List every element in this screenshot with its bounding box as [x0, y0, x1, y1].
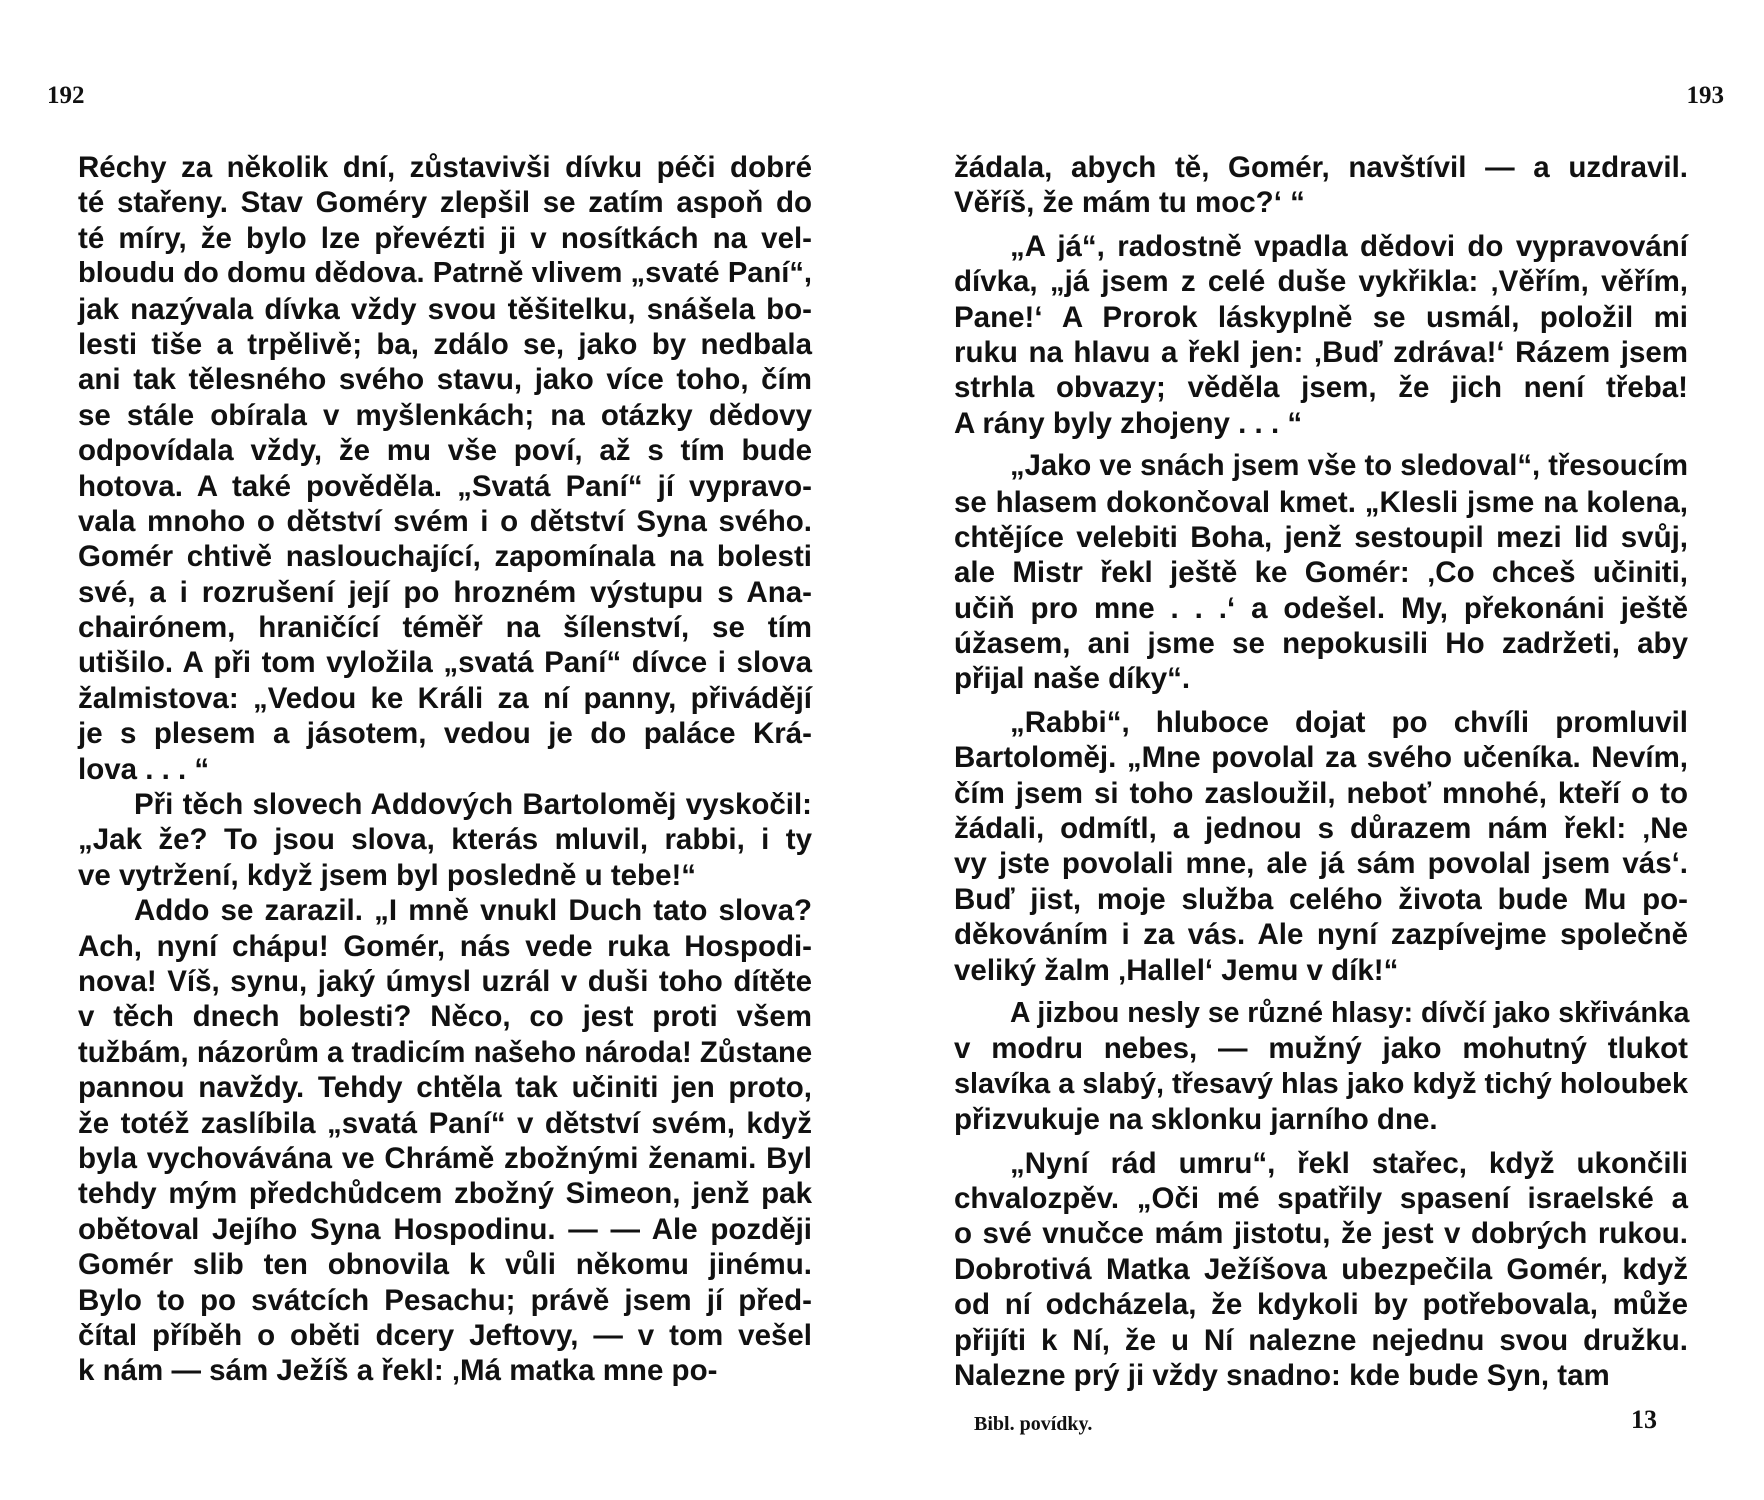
text-line: v modru nebes, — mužný jako mohutný tlukot — [954, 1032, 1688, 1066]
text-line: Gomér chtivě naslouchající, zapomínala na bolesti — [78, 540, 812, 574]
text-line: žádala, abych tě, Gomér, navštívil — a uzdravil. — [954, 151, 1688, 184]
text-line: přijíti k Ní, že u Ní nalezne nejednu svou družku. — [954, 1323, 1688, 1357]
text-line: bloudu do domu dědova. Patrně vlivem „svaté Paní“, — [78, 257, 812, 290]
text-line: Bartoloměj. „Mne povolal za svého učeníka. Nevím, — [954, 741, 1688, 775]
text-line: nova! Víš, synu, jaký úmysl uzrál v duši toho dítěte — [78, 964, 812, 998]
right-page — [882, 0, 1764, 1500]
text-line: obětoval Jejího Syna Hospodinu. — — Ale později — [78, 1212, 812, 1246]
text-line: jak nazývala dívka vždy svou těšitelku, snášela bo- — [78, 292, 812, 326]
text-line: vy jste povolali mne, ale já sám povolal jsem vás‘. — [954, 847, 1688, 881]
text-line: že totéž zaslíbila „svatá Paní“ v dětství svém, když — [78, 1106, 812, 1140]
text-line: tužbám, názorům a tradicím našeho národa! Zůstane — [78, 1035, 813, 1069]
text-line: Dobrotivá Matka Ježíšova ubezpečila Gomér, když — [954, 1252, 1688, 1286]
text-line: „Jako ve snách jsem vše to sledoval“, třesoucím — [1010, 450, 1688, 483]
text-line: Buď jist, moje služba celého života bude Mu po- — [954, 882, 1688, 916]
text-line: té stařeny. Stav Goméry zlepšil se zatím aspoň do — [78, 186, 812, 220]
footer-signature: Bibl. povídky. — [974, 1413, 1093, 1435]
text-line: slavíka a slabý, třesavý hlas jako když tichý holoubek — [954, 1067, 1688, 1100]
text-line: strhla obvazy; věděla jsem, že jich není třeba! — [954, 371, 1688, 405]
text-line: Nalezne prý ji vždy snadno: kde bude Syn, tam — [954, 1358, 1610, 1392]
text-line: ani tak tělesného svého stavu, jako více toho, čím — [78, 363, 812, 397]
text-line: k nám — sám Ježíš a řekl: ‚Má matka mne po- — [78, 1354, 718, 1388]
text-line: ruku na hlavu a řekl jen: ‚Buď zdráva!‘ Rázem jsem — [954, 335, 1688, 369]
text-line: chtějíce velebiti Boha, jenž sestoupil mezi lid svůj, — [954, 520, 1688, 554]
body-text — [78, 150, 812, 1389]
paragraph — [78, 150, 812, 787]
text-line: „Rabbi“, hluboce dojat po chvíli promluvil — [1010, 705, 1688, 739]
text-line: ale Mistr řekl ještě ke Gomér: ‚Co chceš učiniti, — [954, 556, 1688, 590]
text-line: v těch dnech bolesti? Něco, co jest proti všem — [78, 1000, 812, 1034]
text-line: „Jak že? To jsou slova, kterás mluvil, rabbi, i ty — [78, 823, 812, 857]
text-line: se stále obírala v myšlenkách; na otázky dědovy — [78, 398, 812, 432]
text-line: čím jsem si toho zasloužil, neboť mnohé, kteří o to — [954, 776, 1688, 810]
text-line: lova . . . “ — [78, 752, 210, 786]
text-line: utišilo. A při tom vyložila „svatá Paní“ dívce i slova — [78, 646, 812, 680]
paragraph — [954, 1146, 1688, 1394]
text-line: vala mnoho o dětství svém i o dětství Syna svého. — [78, 504, 812, 538]
footer-sheet-number: 13 — [1631, 1405, 1657, 1434]
text-line: ve vytržení, když jsem byl posledně u tebe!“ — [78, 858, 697, 892]
text-line: A jizbou nesly se různé hlasy: dívčí jako skřivánka — [1010, 996, 1690, 1029]
paragraph — [954, 229, 1688, 441]
text-line: o své vnučce mám jistotu, že jest v dobrých rukou. — [954, 1217, 1688, 1251]
text-line: Addo se zarazil. „I mně vnukl Duch tato slova? — [134, 894, 812, 928]
text-line: Pane!‘ A Prorok láskyplně se usmál, položil mi — [954, 300, 1688, 334]
text-line: žalmistova: „Vedou ke Králi za ní panny, přivádějí — [78, 681, 812, 715]
text-line: „Nyní rád umru“, řekl stařec, když ukončili — [1010, 1146, 1688, 1180]
paragraph — [954, 449, 1688, 697]
text-line: té míry, že bylo lze převézti ji v nosítkách na vel- — [78, 221, 812, 255]
text-line: Gomér slib ten obnovila k vůli někomu jinému. — [78, 1248, 812, 1282]
text-line: žádali, odmítl, a jednou s důrazem nám řekl: ‚Ne — [954, 812, 1688, 846]
text-line: přijal naše díky“. — [954, 662, 1191, 696]
text-line: hotova. A také pověděla. „Svatá Paní“ jí vypravo- — [78, 469, 812, 503]
text-line: Bylo to po svátcích Pesachu; právě jsem jí před- — [78, 1283, 812, 1317]
text-line: chvalozpěv. „Oči mé spatřily spasení israelské a — [954, 1181, 1688, 1215]
text-line: Réchy za několik dní, zůstavivši dívku péči dobré — [78, 151, 812, 184]
text-line: chairónem, hraničící téměř na šílenství, se tím — [78, 611, 812, 645]
text-line: Při těch slovech Addových Bartoloměj vyskočil: — [134, 788, 812, 822]
paragraph — [78, 787, 812, 893]
text-line: pannou navždy. Tehdy chtěla tak učiniti jen proto, — [78, 1071, 812, 1105]
text-line: A rány byly zhojeny . . . “ — [954, 406, 1303, 440]
paragraph — [954, 150, 1688, 221]
text-line: lesti tiše a trpělivě; ba, zdálo se, jako by nedbala — [78, 327, 812, 361]
paragraph — [954, 705, 1688, 988]
text-line: Věříš, že mám tu moc?‘ “ — [954, 186, 1305, 220]
text-line: dívka, „já jsem z celé duše vykřikla: ‚Věřím, věřím, — [954, 265, 1688, 299]
text-line: Ach, nyní chápu! Gomér, nás vede ruka Hospodi- — [78, 929, 812, 963]
text-line: veliký žalm ‚Hallel‘ Jemu v dík!“ — [954, 953, 1399, 987]
paragraph — [954, 996, 1688, 1138]
text-line: se hlasem dokončoval kmet. „Klesli jsme na kolena, — [954, 485, 1688, 519]
text-line: čítal příběh o oběti dcery Jeftovy, — v tom vešel — [78, 1318, 812, 1352]
page-number: 192 — [47, 82, 85, 109]
page-number: 193 — [1686, 82, 1724, 109]
text-line: „A já“, radostně vpadla dědovi do vypravování — [1010, 229, 1688, 263]
text-line: děkováním i za vás. Ale nyní zazpívejme společně — [954, 918, 1688, 952]
text-line: byla vychovávána ve Chrámě zbožnými ženami. Byl — [78, 1141, 812, 1175]
text-line: je s plesem a jásotem, vedou je do paláce Krá- — [78, 717, 812, 751]
text-line: tehdy mým předchůdcem zbožný Simeon, jenž pak — [78, 1177, 812, 1211]
text-line: úžasem, ani jsme se nepokusili Ho zadržeti, aby — [954, 627, 1688, 661]
text-line: přizvukuje na sklonku jarního dne. — [954, 1103, 1438, 1137]
paragraph — [78, 893, 812, 1388]
text-line: od ní odcházela, že kdykoli by potřebovala, může — [954, 1288, 1688, 1322]
text-line: učiň pro mne . . .‘ a odešel. My, překonáni ještě — [954, 591, 1688, 625]
text-line: své, a i rozrušení její po hrozném výstupu s Ana- — [78, 575, 812, 609]
text-line: odpovídala vždy, že mu vše poví, až s tím bude — [78, 434, 812, 468]
body-text — [954, 150, 1688, 1393]
